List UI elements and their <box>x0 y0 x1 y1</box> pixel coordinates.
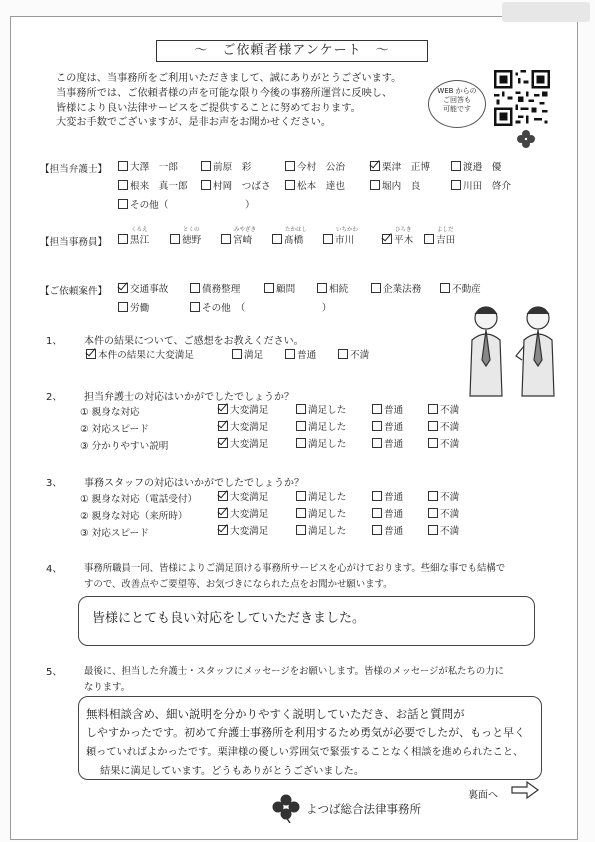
answer-option[interactable] <box>296 404 346 417</box>
checkbox[interactable] <box>440 283 450 293</box>
staff-option[interactable] <box>118 234 149 247</box>
checkbox[interactable] <box>201 161 211 171</box>
question-text: 最後に、担当した弁護士・スタッフにメッセージをお願いします。皆様のメッセージが私たちの力に <box>84 666 505 677</box>
checkbox-checked[interactable] <box>218 404 228 414</box>
lawyer-option[interactable] <box>118 180 188 193</box>
office-name: よつば総合法律事務所 <box>306 802 421 816</box>
answer-option[interactable] <box>428 438 459 451</box>
answer-option[interactable] <box>338 349 369 362</box>
option-label: 普通 <box>384 405 404 416</box>
option-label: 普通 <box>384 526 404 537</box>
option-label: 普通 <box>297 350 317 361</box>
checkbox-checked[interactable] <box>218 508 228 518</box>
option-label: 大変満足 <box>230 509 269 520</box>
option-label: 大変満足 <box>230 492 269 503</box>
answer-option[interactable] <box>296 525 346 538</box>
case-option[interactable] <box>317 283 348 296</box>
handwritten-message-line: 無料相談含め、細い説明を分かりやすく説明していただき、お話と質問が <box>86 707 465 721</box>
option-label: 相続 <box>329 284 349 295</box>
case-section-label: 【ご依頼案件】 <box>40 286 108 297</box>
checkbox[interactable] <box>285 349 295 359</box>
option-label: 満足した <box>308 526 347 537</box>
redacted-area <box>502 2 590 22</box>
answer-option[interactable] <box>372 508 403 521</box>
option-label: 満足した <box>308 439 347 450</box>
lawyers-illustration <box>462 300 566 400</box>
question-text: すので、改善点やご要望等、お気づきになられた点をお聞かせ願います。 <box>84 579 393 590</box>
option-label: 髙橋 <box>284 235 304 246</box>
option-label: 大変満足 <box>230 422 269 433</box>
option-label: 根来 真一郎 <box>130 181 188 192</box>
clover-icon <box>515 128 537 150</box>
checkbox[interactable] <box>296 404 306 414</box>
checkbox[interactable] <box>428 421 438 431</box>
lawyer-option[interactable] <box>451 161 501 174</box>
lawyer-option[interactable] <box>285 161 345 174</box>
checkbox[interactable] <box>118 302 128 312</box>
lawyer-option[interactable] <box>201 180 271 193</box>
option-label: 不満 <box>440 439 460 450</box>
web-note-line: ご回答も <box>443 96 471 104</box>
answer-option[interactable] <box>372 421 403 434</box>
page-title: ～ ご依頼者様アンケート ～ <box>156 40 428 62</box>
option-label: その他 （ ） <box>202 303 332 314</box>
handwritten-message-line: 結果に満足しています。どうもありがとうございました。 <box>100 766 365 777</box>
option-label: 村岡 つばさ <box>213 181 271 192</box>
checkbox[interactable] <box>296 491 306 501</box>
case-option[interactable] <box>371 283 421 296</box>
checkbox[interactable] <box>272 234 282 244</box>
option-label: 大変満足 <box>230 405 269 416</box>
checkbox[interactable] <box>428 491 438 501</box>
checkbox[interactable] <box>118 234 128 244</box>
staff-option[interactable] <box>424 234 455 247</box>
option-label: 債務整理 <box>202 284 241 295</box>
checkbox-checked[interactable] <box>218 491 228 501</box>
lawyer-section-label: 【担当弁護士】 <box>40 164 108 175</box>
answer-option[interactable] <box>372 438 403 451</box>
ruby-text: ひらき <box>395 227 412 233</box>
staff-section-label: 【担当事務員】 <box>40 237 108 248</box>
staff-option[interactable] <box>221 234 252 247</box>
option-label: 吉田 <box>436 235 456 246</box>
option-label: 満足した <box>308 492 347 503</box>
option-label: 松本 達也 <box>297 181 345 192</box>
answer-option[interactable] <box>86 349 194 362</box>
row-label: ② 対応スピード <box>80 424 149 435</box>
question-text: 担当弁護士の対応はいかがでしたでしょうか？ <box>84 392 294 403</box>
answer-option[interactable] <box>218 421 268 434</box>
checkbox[interactable] <box>372 421 382 431</box>
option-label: 不満 <box>440 405 460 416</box>
answer-option[interactable] <box>218 508 268 521</box>
checkbox[interactable] <box>372 404 382 414</box>
option-label: 普通 <box>384 492 404 503</box>
checkbox[interactable] <box>451 180 461 190</box>
checkbox-checked[interactable] <box>118 283 128 293</box>
checkbox[interactable] <box>221 234 231 244</box>
intro-text <box>56 72 456 131</box>
question-number: 3、 <box>46 478 63 489</box>
case-option[interactable] <box>440 283 481 296</box>
checkbox-checked[interactable] <box>382 234 392 244</box>
intro-line: 当事務所では、ご依頼者様の声を可能な限り今後の事務所運営に反映し、 <box>56 87 393 99</box>
checkbox[interactable] <box>428 508 438 518</box>
question-text: 事務所職員一同、皆様によりご満足頂ける事務所サービスを心がけております。些細な事でも結構で <box>84 563 506 574</box>
question-number: 5、 <box>46 667 63 678</box>
option-label: 徳野 <box>182 235 202 246</box>
checkbox[interactable] <box>372 438 382 448</box>
checkbox[interactable] <box>323 234 333 244</box>
question-number: 4、 <box>46 564 63 575</box>
option-label: 前原 彩 <box>213 162 252 173</box>
option-label: 普通 <box>384 422 404 433</box>
case-option[interactable] <box>118 302 149 315</box>
option-label: その他（ ） <box>130 200 255 211</box>
web-note-line: 可能です <box>443 105 471 113</box>
answer-option[interactable] <box>232 349 263 362</box>
option-label: 大変満足 <box>230 439 269 450</box>
answer-option[interactable] <box>372 404 403 417</box>
question-text: 本件の結果について、ご感想をお教えください。 <box>84 336 304 347</box>
option-label: 市川 <box>335 235 355 246</box>
lawyer-option[interactable] <box>370 161 430 174</box>
option-label: 今村 公治 <box>297 162 345 173</box>
option-label: 堀内 良 <box>382 181 421 192</box>
lawyer-option[interactable] <box>451 180 511 193</box>
case-option[interactable] <box>118 283 168 296</box>
checkbox[interactable] <box>296 421 306 431</box>
clover-logo-icon <box>270 793 302 823</box>
answer-option[interactable] <box>428 421 459 434</box>
web-answer-bubble <box>428 80 486 128</box>
ruby-text: よしだ <box>437 227 454 233</box>
row-label: ③ 分かりやすい説明 <box>80 441 169 452</box>
checkbox[interactable] <box>428 525 438 535</box>
checkbox[interactable] <box>317 283 327 293</box>
lawyer-option-other[interactable] <box>118 199 255 212</box>
intro-line: 大変お手数でございますが、是非お声をお聞かせください。 <box>56 117 332 129</box>
option-label: 不満 <box>440 422 460 433</box>
option-label: 満足 <box>244 350 264 361</box>
option-label: 満足した <box>308 509 347 520</box>
row-label: ① 親身な対応（電話受付） <box>80 494 198 505</box>
ruby-text: みやざき <box>234 227 257 233</box>
option-label: 宮崎 <box>233 235 253 246</box>
answer-option[interactable] <box>428 525 459 538</box>
checkbox-checked[interactable] <box>218 438 228 448</box>
checkbox-checked[interactable] <box>86 349 96 359</box>
option-label: 黒江 <box>130 235 150 246</box>
checkbox[interactable] <box>296 525 306 535</box>
answer-option[interactable] <box>218 491 268 504</box>
checkbox[interactable] <box>285 161 295 171</box>
checkbox-checked[interactable] <box>218 421 228 431</box>
case-option[interactable] <box>264 283 295 296</box>
answer-option[interactable] <box>372 491 403 504</box>
option-label: 不満 <box>440 526 460 537</box>
question-number: 2、 <box>46 392 63 403</box>
option-label: 大澤 一郎 <box>130 162 178 173</box>
checkbox[interactable] <box>118 199 128 209</box>
qr-code-icon[interactable] <box>494 70 550 126</box>
answer-option[interactable] <box>428 404 459 417</box>
web-note-line: WEB からの <box>437 87 477 95</box>
checkbox[interactable] <box>371 283 381 293</box>
answer-option[interactable] <box>218 404 268 417</box>
handwritten-message-line: 頼っていればよかったです。栗津様の優しい雰囲気で緊張することなく相談を進められたこと、 <box>86 747 524 758</box>
checkbox[interactable] <box>428 438 438 448</box>
option-label: 交通事故 <box>130 284 169 295</box>
row-label: ③ 対応スピード <box>80 528 149 539</box>
checkbox[interactable] <box>372 491 382 501</box>
option-label: 顧問 <box>276 284 296 295</box>
checkbox[interactable] <box>370 180 380 190</box>
checkbox[interactable] <box>118 161 128 171</box>
right-arrow-icon[interactable] <box>510 780 540 800</box>
answer-option[interactable] <box>428 491 459 504</box>
checkbox[interactable] <box>372 508 382 518</box>
option-label: 不動産 <box>452 284 481 295</box>
checkbox[interactable] <box>232 349 242 359</box>
checkbox-checked[interactable] <box>218 525 228 535</box>
checkbox[interactable] <box>264 283 274 293</box>
question-text: 事務スタッフの対応はいかがでしたでしょうか？ <box>84 478 304 489</box>
checkbox[interactable] <box>296 438 306 448</box>
option-label: 満足した <box>308 422 347 433</box>
checkbox[interactable] <box>118 180 128 190</box>
checkbox[interactable] <box>170 234 180 244</box>
checkbox[interactable] <box>372 525 382 535</box>
ruby-text: とくの <box>183 227 200 233</box>
option-label: 普通 <box>384 509 404 520</box>
lawyer-option[interactable] <box>370 180 420 193</box>
staff-option[interactable] <box>272 234 303 247</box>
answer-option[interactable] <box>296 508 346 521</box>
staff-option[interactable] <box>382 234 413 247</box>
checkbox[interactable] <box>296 508 306 518</box>
option-label: 不満 <box>350 350 370 361</box>
ruby-text: たかはし <box>285 227 308 233</box>
case-option-other[interactable] <box>190 302 332 315</box>
answer-option[interactable] <box>296 438 346 451</box>
option-label: 本件の結果に大変満足 <box>98 350 194 361</box>
option-label: 大変満足 <box>230 526 269 537</box>
question-number: 1、 <box>46 336 63 347</box>
checkbox[interactable] <box>201 180 211 190</box>
answer-option[interactable] <box>372 525 403 538</box>
answer-option[interactable] <box>296 421 346 434</box>
checkbox[interactable] <box>190 302 200 312</box>
checkbox[interactable] <box>190 283 200 293</box>
lawyer-option[interactable] <box>285 180 345 193</box>
lawyer-option[interactable] <box>118 161 178 174</box>
reverse-side-label: 裏面へ <box>468 790 498 801</box>
row-label: ② 親身な対応（来所時） <box>80 511 188 522</box>
answer-option[interactable] <box>285 349 316 362</box>
option-label: 不満 <box>440 492 460 503</box>
handwritten-message-line: しやすかったです。初めて弁護士事務所を利用するため勇気が必要でしたが、もっと早く <box>86 726 526 739</box>
option-label: 企業法務 <box>383 284 422 295</box>
option-label: 満足した <box>308 405 347 416</box>
option-label: 栗津 正博 <box>382 162 430 173</box>
question-text: なります。 <box>84 682 131 693</box>
ruby-text: いちかわ <box>336 227 359 233</box>
intro-line: この度は、当事務所をご利用いただきまして、誠にありがとうございます。 <box>56 73 402 84</box>
staff-option[interactable] <box>170 234 201 247</box>
staff-option[interactable] <box>323 234 354 247</box>
option-label: 普通 <box>384 439 404 450</box>
case-option[interactable] <box>190 283 240 296</box>
option-label: 平木 <box>394 235 414 246</box>
checkbox-checked[interactable] <box>370 161 380 171</box>
option-label: 不満 <box>440 509 460 520</box>
answer-option[interactable] <box>428 508 459 521</box>
answer-option[interactable] <box>296 491 346 504</box>
checkbox[interactable] <box>451 161 461 171</box>
answer-option[interactable] <box>218 525 268 538</box>
checkbox[interactable] <box>424 234 434 244</box>
row-label: ① 親身な対応 <box>80 407 140 418</box>
checkbox[interactable] <box>285 180 295 190</box>
option-label: 渡邉 優 <box>463 162 502 173</box>
option-label: 労働 <box>130 303 150 314</box>
intro-line: 皆様により良い法律サービスをご提供することに努めております。 <box>56 102 361 114</box>
handwritten-answer: 皆様にとても良い対応をしていただきました。 <box>92 611 366 626</box>
lawyer-option[interactable] <box>201 161 251 174</box>
option-label: 川田 啓介 <box>463 181 511 192</box>
answer-option[interactable] <box>218 438 268 451</box>
ruby-text: くろえ <box>131 227 148 233</box>
checkbox[interactable] <box>338 349 348 359</box>
checkbox[interactable] <box>428 404 438 414</box>
